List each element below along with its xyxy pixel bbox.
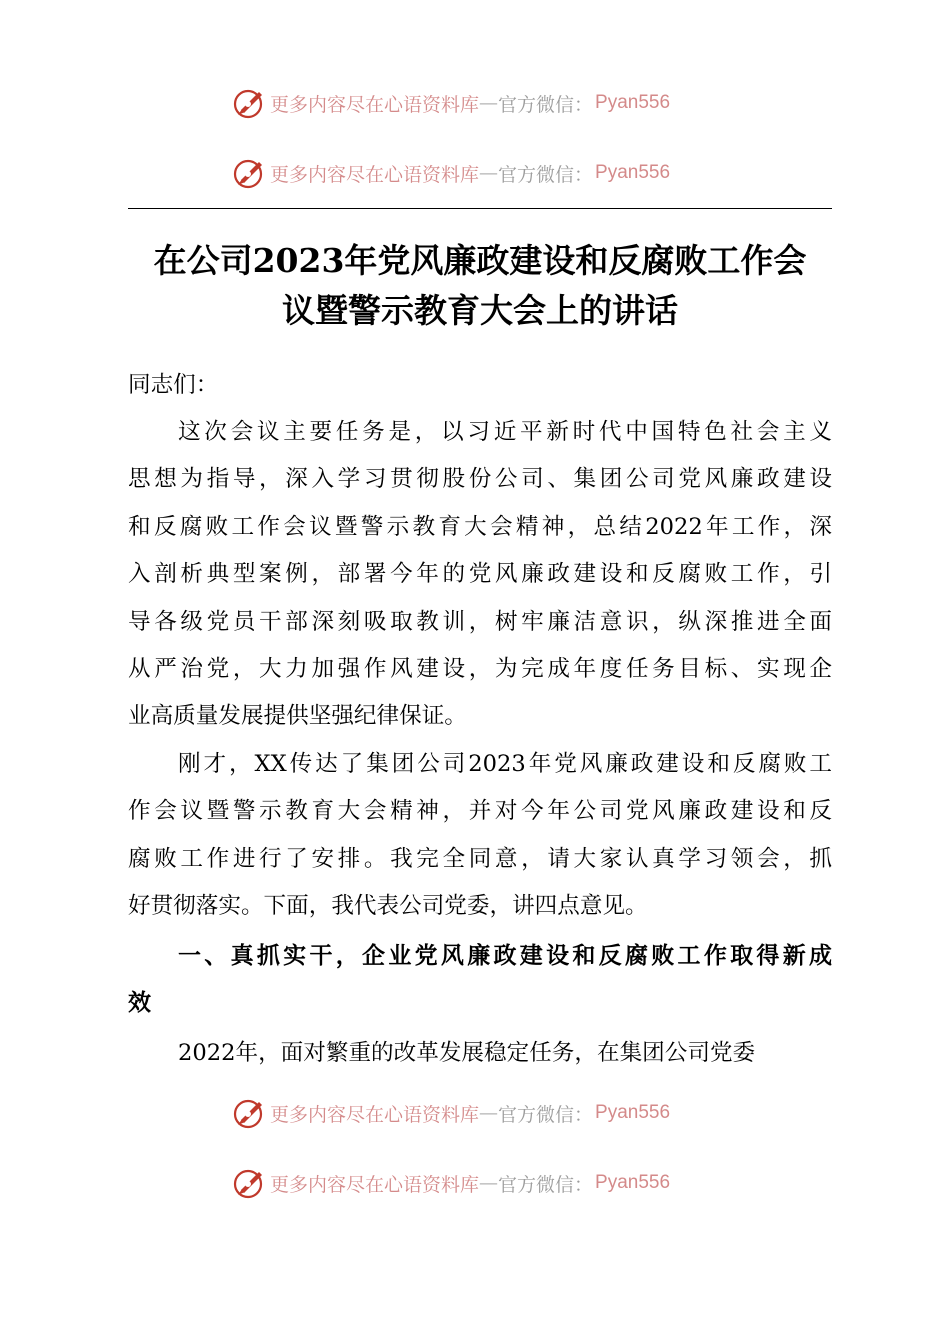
- watermark-label: 官方微信：: [498, 163, 594, 186]
- paragraph-line: 入剖析典型案例，部署今年的党风廉政建设和反腐败工作，引: [128, 561, 832, 588]
- paragraph-line: 刚才，XX传达了集团公司2023年党风廉政建设和反腐败工: [178, 751, 832, 777]
- document-title: [128, 236, 832, 336]
- watermark-separator: —: [479, 1102, 499, 1124]
- quill-pen-logo-icon: [232, 1096, 266, 1130]
- greeting: 同志们：: [128, 372, 219, 398]
- title-line: 议暨警示教育大会上的讲话: [282, 291, 678, 330]
- watermark-id: Pyan556: [595, 162, 671, 183]
- heading-line: 一、真抓实干，企业党风廉政建设和反腐败工作取得新成: [178, 943, 832, 969]
- watermark-separator: —: [479, 92, 499, 114]
- watermark-separator: —: [479, 162, 499, 184]
- watermark-label: 官方微信：: [498, 93, 594, 116]
- watermark-text: 更多内容尽在心语资料库: [270, 93, 480, 116]
- paragraph-line: 从严治党，大力加强作风建设，为完成年度任务目标、实现企: [128, 656, 832, 683]
- paragraph-line: 2022年，面对繁重的改革发展稳定任务，在集团公司党委: [178, 1040, 756, 1066]
- watermark-separator: —: [479, 1172, 499, 1194]
- watermark-banner: [232, 1094, 670, 1132]
- paragraph-line: 腐败工作进行了安排。我完全同意，请大家认真学习领会，抓: [128, 845, 832, 872]
- paragraph-2: [128, 741, 832, 931]
- title-line: 在公司2023年党风廉政建设和反腐败工作会: [153, 241, 807, 280]
- paragraph-line: 这次会议主要任务是，以习近平新时代中国特色社会主义: [178, 419, 832, 445]
- watermark-text: 更多内容尽在心语资料库: [270, 163, 480, 186]
- paragraph-line: 业高质量发展提供坚强纪律保证。: [128, 703, 467, 730]
- section-heading: [128, 933, 832, 1028]
- quill-pen-logo-icon: [232, 86, 266, 120]
- watermark-label: 官方微信：: [498, 1103, 594, 1126]
- watermark-banner: [232, 1164, 670, 1202]
- watermark-label: 官方微信：: [498, 1173, 594, 1196]
- quill-pen-logo-icon: [232, 1166, 266, 1200]
- watermark-id: Pyan556: [595, 1172, 671, 1193]
- paragraph-line: 作会议暨警示教育大会精神，并对今年公司党风廉政建设和反: [128, 798, 832, 825]
- watermark-id: Pyan556: [595, 92, 671, 113]
- quill-pen-logo-icon: [232, 156, 266, 190]
- watermark-text: 更多内容尽在心语资料库: [270, 1173, 480, 1196]
- header-divider: [128, 208, 832, 209]
- paragraph-line: 和反腐败工作会议暨警示教育大会精神，总结2022年工作，深: [128, 513, 832, 540]
- heading-line: 效: [128, 990, 151, 1017]
- paragraph-line: 好贯彻落实。下面，我代表公司党委，讲四点意见。: [128, 893, 648, 920]
- paragraph-line: 思想为指导，深入学习贯彻股份公司、集团公司党风廉政建设: [128, 466, 832, 493]
- watermark-id: Pyan556: [595, 1102, 671, 1123]
- paragraph-line: 导各级党员干部深刻吸取教训，树牢廉洁意识，纵深推进全面: [128, 608, 832, 635]
- watermark-text: 更多内容尽在心语资料库: [270, 1103, 480, 1126]
- paragraph-1: [128, 409, 832, 741]
- paragraph-3: [128, 1030, 832, 1077]
- watermark-banner: [232, 154, 670, 192]
- watermark-banner: [232, 84, 670, 122]
